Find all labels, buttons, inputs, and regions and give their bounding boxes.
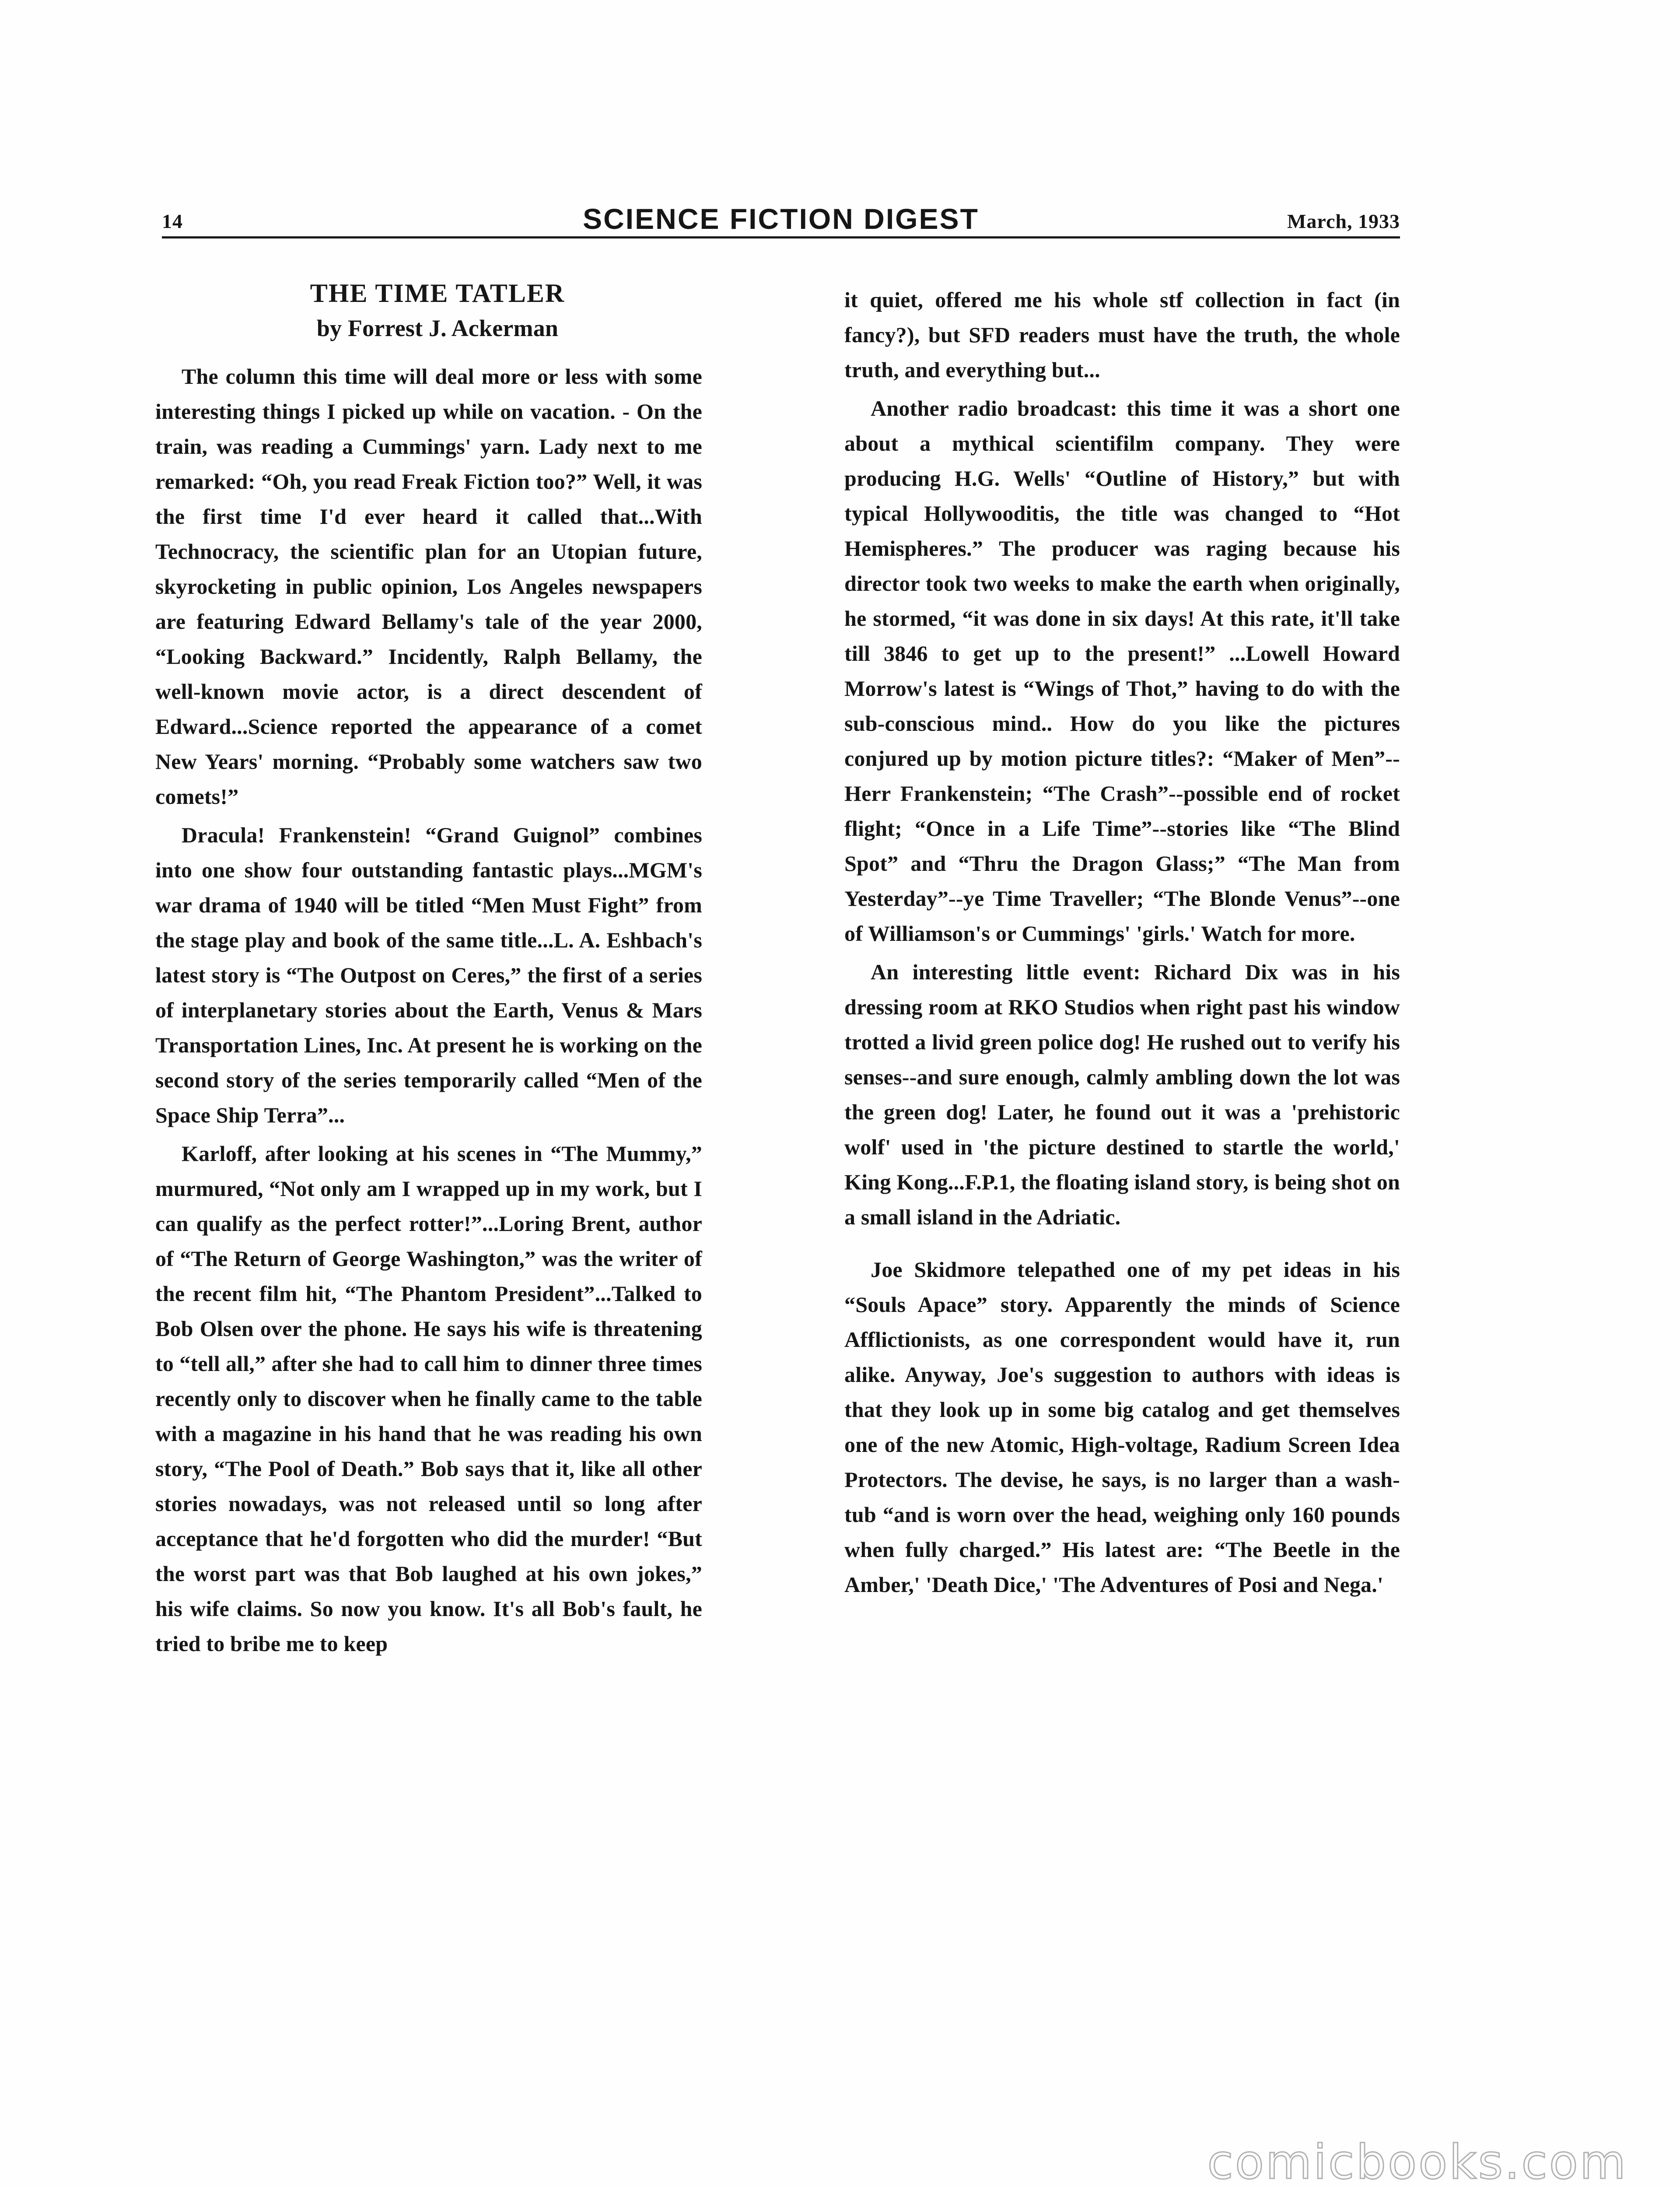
site-watermark: comicbooks.com xyxy=(1207,2135,1628,2188)
paragraph: it quiet, offered me his whole stf collection in fact (in fancy?), but SFD readers must have the truth, the whole truth, and everything but... xyxy=(844,288,1400,382)
paragraph: The column this time will deal more or less with some interesting things I picked up while on vacation. - On the train, was reading a Cummings' yarn. Lady next to me remarked: “Oh, you read Freak Fiction too?” Well, it was the first time I'd ever heard it called that...With Technocracy, the scientific plan for an Utopian future, skyrocketing in public opinion, Los Angeles newspapers are featuring Edward Bellamy's tale of the year 2000, “Looking Backward.” Incidently, Ralph Bellamy, the well-known movie actor, is a direct descendent of Edward...Science reported the appearance of a comet New Years' morning. “Probably some watchers saw two comets!” xyxy=(155,364,702,809)
paragraph: An interesting little event: Richard Dix was in his dressing room at RKO Studios when right past his window trotted a livid green police dog! He rushed out to verify his senses--and sure enough, calmly ambling down the lot was the green dog! Later, he found out it was a 'prehistoric wolf' used in 'the picture destined to startle the world,' King Kong...F.P.1, the floating island story, is being shot on a small island in the Adriatic. xyxy=(844,960,1400,1229)
paragraph: Another radio broadcast: this time it was a short one about a mythical scientifilm company. They were producing H.G. Wells' “Outline of History,” but with typical Hollywooditis, the title was changed to “Hot Hemispheres.” The producer was raging because his director took two weeks to make the earth when originally, he stormed, “it was done in six days! At this rate, it'll take till 3846 to get up to the present!” ...Lowell Howard Morrow's latest is “Wings of Thot,” having to do with the sub-conscious mind.. How do you like the pictures conjured up by motion picture titles?: “Maker of Men”--Herr Frankenstein; “The Crash”--possible end of rocket flight; “Once in a Life Time”--stories like “The Blind Spot” and “Thru the Dragon Glass;” “The Man from Yesterday”--ye Time Traveller; “The Blonde Venus”--one of Williamson's or Cummings' 'girls.' Watch for more. xyxy=(844,396,1400,946)
article-byline: by Forrest J. Ackerman xyxy=(316,315,559,341)
page-header xyxy=(162,188,1400,238)
paragraph: Karloff, after looking at his scenes in “The Mummy,” murmured, “Not only am I wrapped up in my work, but I can qualify as the perfect rotter!”...Loring Brent, author of “The Return of George Washington,” was the writer of the recent film hit, “The Phantom President”...Talked to Bob Olsen over the phone. He says his wife is threatening to “tell all,” after she had to call him to dinner three times recently only to discover when he finally came to the table with a magazine in his hand that he was reading his own story, “The Pool of Death.” Bob says that it, like all other stories nowadays, was not released until so long after acceptance that he'd forgotten who did the murder! “But the worst part was that Bob laughed at his own jokes,” his wife claims. So now you know. It's all Bob's fault, he tried to bribe me to keep xyxy=(155,1141,702,1656)
magazine-title: SCIENCE FICTION DIGEST xyxy=(583,203,979,235)
left-column xyxy=(155,276,702,1665)
page-number: 14 xyxy=(162,210,183,232)
paragraph: Dracula! Frankenstein! “Grand Guignol” combines into one show four outstanding fantastic plays...MGM's war drama of 1940 will be titled “Men Must Fight” from the stage play and book of the same title...L. A. Eshbach's latest story is “The Outpost on Ceres,” the first of a series of interplanetary stories about the Earth, Venus & Mars Transportation Lines, Inc. At present he is working on the second story of the series temporarily called “Men of the Space Ship Terra”... xyxy=(155,823,702,1127)
right-column xyxy=(844,282,1400,1606)
paragraph: Joe Skidmore telepathed one of my pet ideas in his “Souls Apace” story. Apparently the minds of Science Afflictionists, as one correspondent would have it, run alike. Anyway, Joe's suggestion to authors with ideas is that they look up in some big catalog and get themselves one of the new Atomic, High-voltage, Radium Screen Idea Protectors. The devise, he says, is no larger than a wash-tub “and is worn over the head, weighing only 160 pounds when fully charged.” His latest are: “The Beetle in the Amber,' 'Death Dice,' 'The Adventures of Posi and Nega.' xyxy=(844,1257,1400,1597)
article-title: THE TIME TATLER xyxy=(310,279,565,308)
issue-date: March, 1933 xyxy=(1287,210,1400,232)
